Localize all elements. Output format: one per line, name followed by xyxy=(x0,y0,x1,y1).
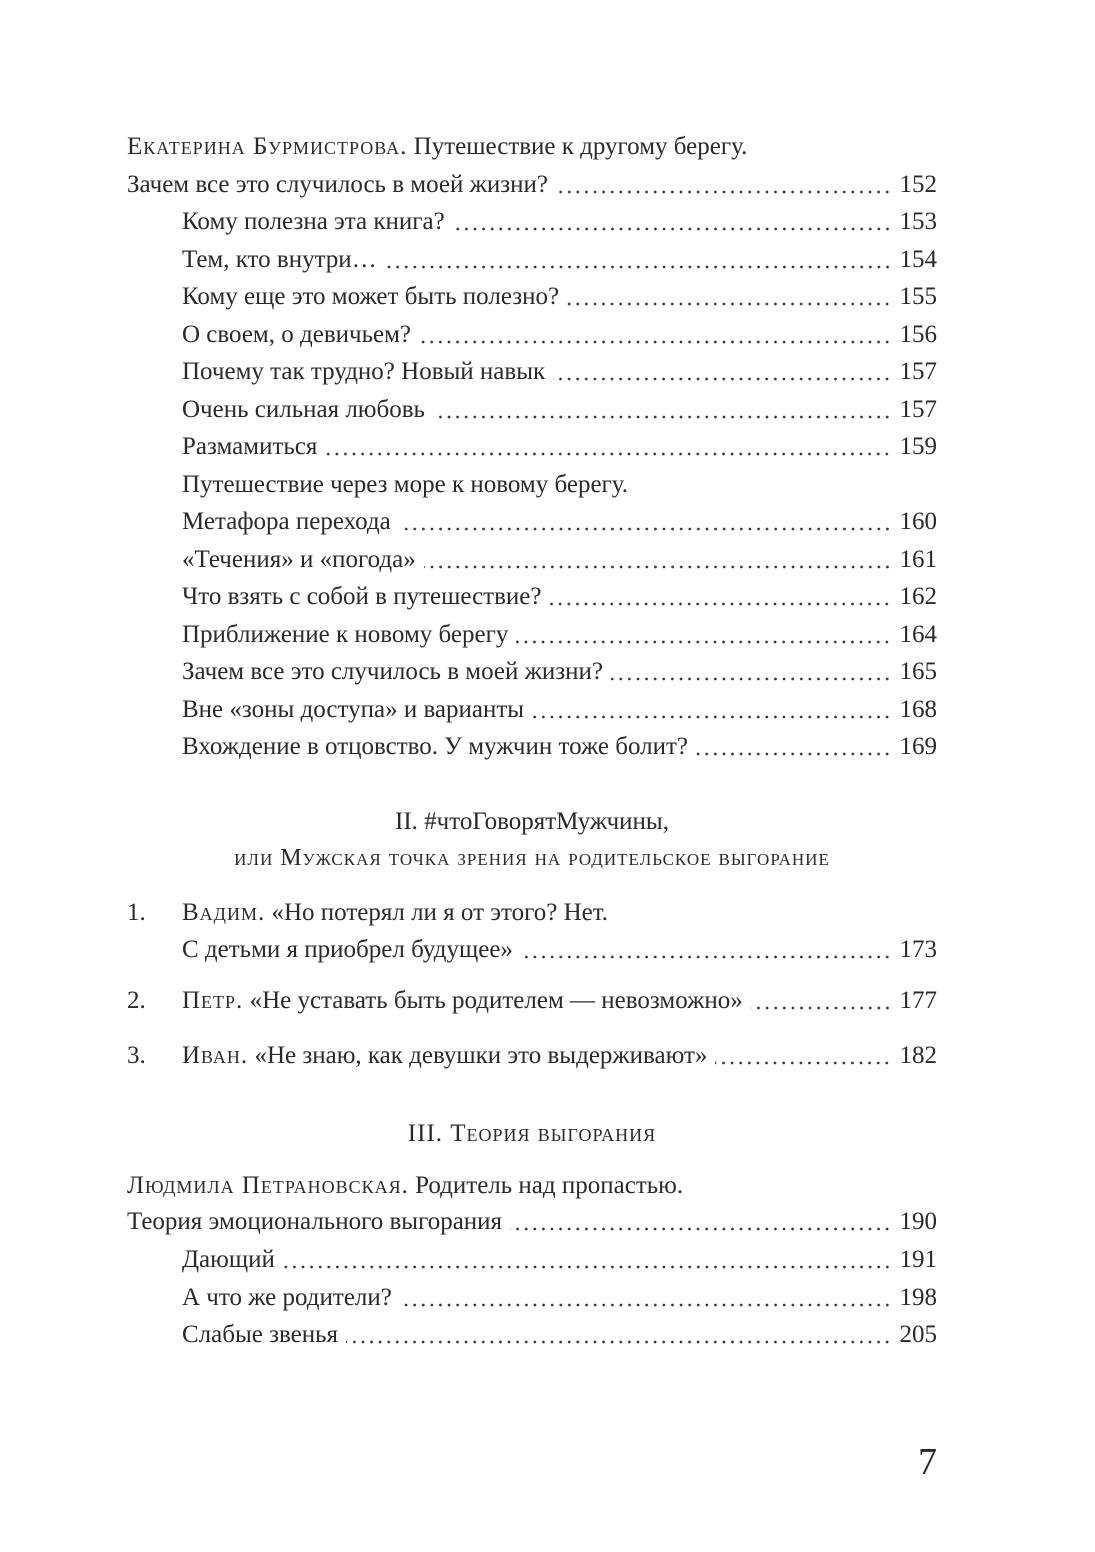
entry-page: 155 xyxy=(899,283,937,310)
dot-leader xyxy=(549,596,891,606)
entry-page: 153 xyxy=(899,208,937,235)
entry-title: А что же родители? xyxy=(182,1283,392,1311)
dot-leader xyxy=(419,334,892,344)
dot-leader xyxy=(510,1221,891,1231)
dot-leader xyxy=(424,559,892,569)
toc-entry[interactable] xyxy=(182,579,937,615)
page-number: 7 xyxy=(918,1441,937,1483)
item-number: 2. xyxy=(127,987,146,1014)
entry-page: 162 xyxy=(899,583,937,610)
dot-leader xyxy=(556,184,892,194)
dot-leader xyxy=(400,1297,892,1307)
toc-entry[interactable] xyxy=(182,204,937,240)
dot-leader xyxy=(516,634,891,644)
entry-title: Зачем все это случилось в моей жизни? xyxy=(127,171,548,198)
toc-entry[interactable] xyxy=(182,504,937,540)
dot-leader xyxy=(553,371,891,381)
entry-page: 156 xyxy=(899,320,937,348)
dot-leader xyxy=(325,446,891,456)
dot-leader xyxy=(453,221,892,231)
toc-entry[interactable] xyxy=(182,392,937,428)
toc-entry[interactable] xyxy=(182,317,937,353)
chapter-title: Родитель над пропастью. xyxy=(415,1172,684,1199)
entry-page: 173 xyxy=(899,936,937,963)
dot-leader xyxy=(346,1334,891,1344)
entry-page: 177 xyxy=(899,987,937,1014)
entry-title: Кому полезна эта книга? xyxy=(182,208,445,235)
toc-entry[interactable] xyxy=(182,242,937,278)
author-name: Иван. xyxy=(182,1042,249,1069)
entry-title: Дающий xyxy=(182,1246,275,1273)
toc-entry[interactable] xyxy=(182,1242,937,1278)
toc-entry[interactable] xyxy=(127,167,937,203)
entry-title: Вхождение в отцовство. У мужчин тоже болит? xyxy=(182,733,689,760)
entry-title: Теория эмоционального выгорания xyxy=(127,1208,503,1235)
entry-page: 191 xyxy=(899,1246,937,1273)
dot-leader xyxy=(385,259,892,269)
toc-entry[interactable] xyxy=(182,467,937,503)
dot-leader xyxy=(611,671,892,681)
entry-title: Тем, кто внутри… xyxy=(182,245,377,273)
dot-leader xyxy=(283,1259,892,1269)
dot-leader xyxy=(433,409,892,419)
entry-title: «Не знаю, как девушки это выдерживают» xyxy=(254,1042,708,1069)
toc-entry[interactable] xyxy=(182,1317,937,1353)
toc-author-line xyxy=(127,129,937,165)
entry-title: Очень сильная любовь xyxy=(182,395,425,423)
toc-entry[interactable] xyxy=(182,983,937,1019)
entry-title: Почему так трудно? Новый навык xyxy=(182,358,546,385)
toc-entry[interactable] xyxy=(182,429,937,465)
toc-entry[interactable] xyxy=(182,729,937,765)
section-subheading: или Мужская точка зрения на родительское выгорание xyxy=(234,845,830,871)
toc-entry[interactable] xyxy=(182,354,937,390)
entry-page: 161 xyxy=(899,545,937,573)
chapter-title: Путешествие к другому берегу. xyxy=(413,133,748,160)
entry-page: 165 xyxy=(899,658,937,685)
entry-page: 205 xyxy=(899,1321,937,1348)
entry-page: 182 xyxy=(899,1042,937,1069)
entry-page: 160 xyxy=(899,508,937,535)
entry-title: «Но потерял ли я от этого? Нет. xyxy=(271,899,609,926)
entry-title: О своем, о девичьем? xyxy=(182,320,411,348)
entry-page: 157 xyxy=(899,395,937,423)
entry-title: Метафора перехода xyxy=(182,508,391,535)
toc-entry[interactable] xyxy=(182,1280,937,1316)
entry-page: 168 xyxy=(899,695,937,723)
entry-title: Приближение к новому берегу xyxy=(182,620,509,648)
toc-entry[interactable] xyxy=(182,1038,937,1074)
entry-page: 190 xyxy=(899,1208,937,1235)
toc-entry[interactable] xyxy=(182,279,937,315)
toc-entry[interactable] xyxy=(182,542,937,578)
dot-leader xyxy=(715,1055,891,1065)
entry-page: 159 xyxy=(899,433,937,460)
dot-leader xyxy=(532,709,891,719)
dot-leader xyxy=(696,746,891,756)
toc-entry[interactable] xyxy=(182,654,937,690)
entry-title: Кому еще это может быть полезно? xyxy=(182,283,560,310)
entry-title: Размамиться xyxy=(182,433,318,460)
dot-leader xyxy=(751,1000,892,1010)
entry-page: 164 xyxy=(899,620,937,648)
section-heading: III. Теория выгорания xyxy=(407,1120,657,1147)
entry-page: 154 xyxy=(899,245,937,273)
entry-title: Что взять с собой в путешествие? xyxy=(182,583,542,610)
entry-page: 157 xyxy=(899,358,937,385)
entry-title: Путешествие через море к новому берегу. xyxy=(182,470,629,498)
toc-author-line xyxy=(127,1168,937,1204)
toc-entry[interactable] xyxy=(182,932,937,968)
entry-title: «Не уставать быть родителем — невозможно» xyxy=(249,987,743,1014)
entry-title: Слабые звенья xyxy=(182,1321,339,1348)
dot-leader xyxy=(567,296,891,306)
entry-title: «Течения» и «погода» xyxy=(182,545,416,573)
entry-page: 169 xyxy=(899,733,937,760)
author-name: Вадим. xyxy=(182,899,266,926)
author-name: Людмила Петрановская. xyxy=(127,1172,409,1199)
dot-leader xyxy=(521,949,892,959)
entry-title: С детьми я приобрел будущее» xyxy=(182,936,513,963)
item-number: 3. xyxy=(127,1042,146,1069)
section-heading: II. #чтоГоворятМужчины, xyxy=(395,808,669,835)
entry-page: 198 xyxy=(899,1283,937,1311)
toc-entry[interactable] xyxy=(182,895,937,931)
toc-entry[interactable] xyxy=(127,1204,937,1240)
entry-title: Вне «зоны доступа» и варианты xyxy=(182,695,525,723)
author-name: Екатерина Бурмистрова. xyxy=(127,133,408,160)
item-number: 1. xyxy=(127,899,146,926)
author-name: Петр. xyxy=(182,987,244,1014)
entry-title: Зачем все это случилось в моей жизни? xyxy=(182,658,603,685)
toc-entry[interactable] xyxy=(182,617,937,653)
dot-leader xyxy=(399,521,892,531)
toc-entry[interactable] xyxy=(182,692,937,728)
entry-page: 152 xyxy=(899,171,937,198)
